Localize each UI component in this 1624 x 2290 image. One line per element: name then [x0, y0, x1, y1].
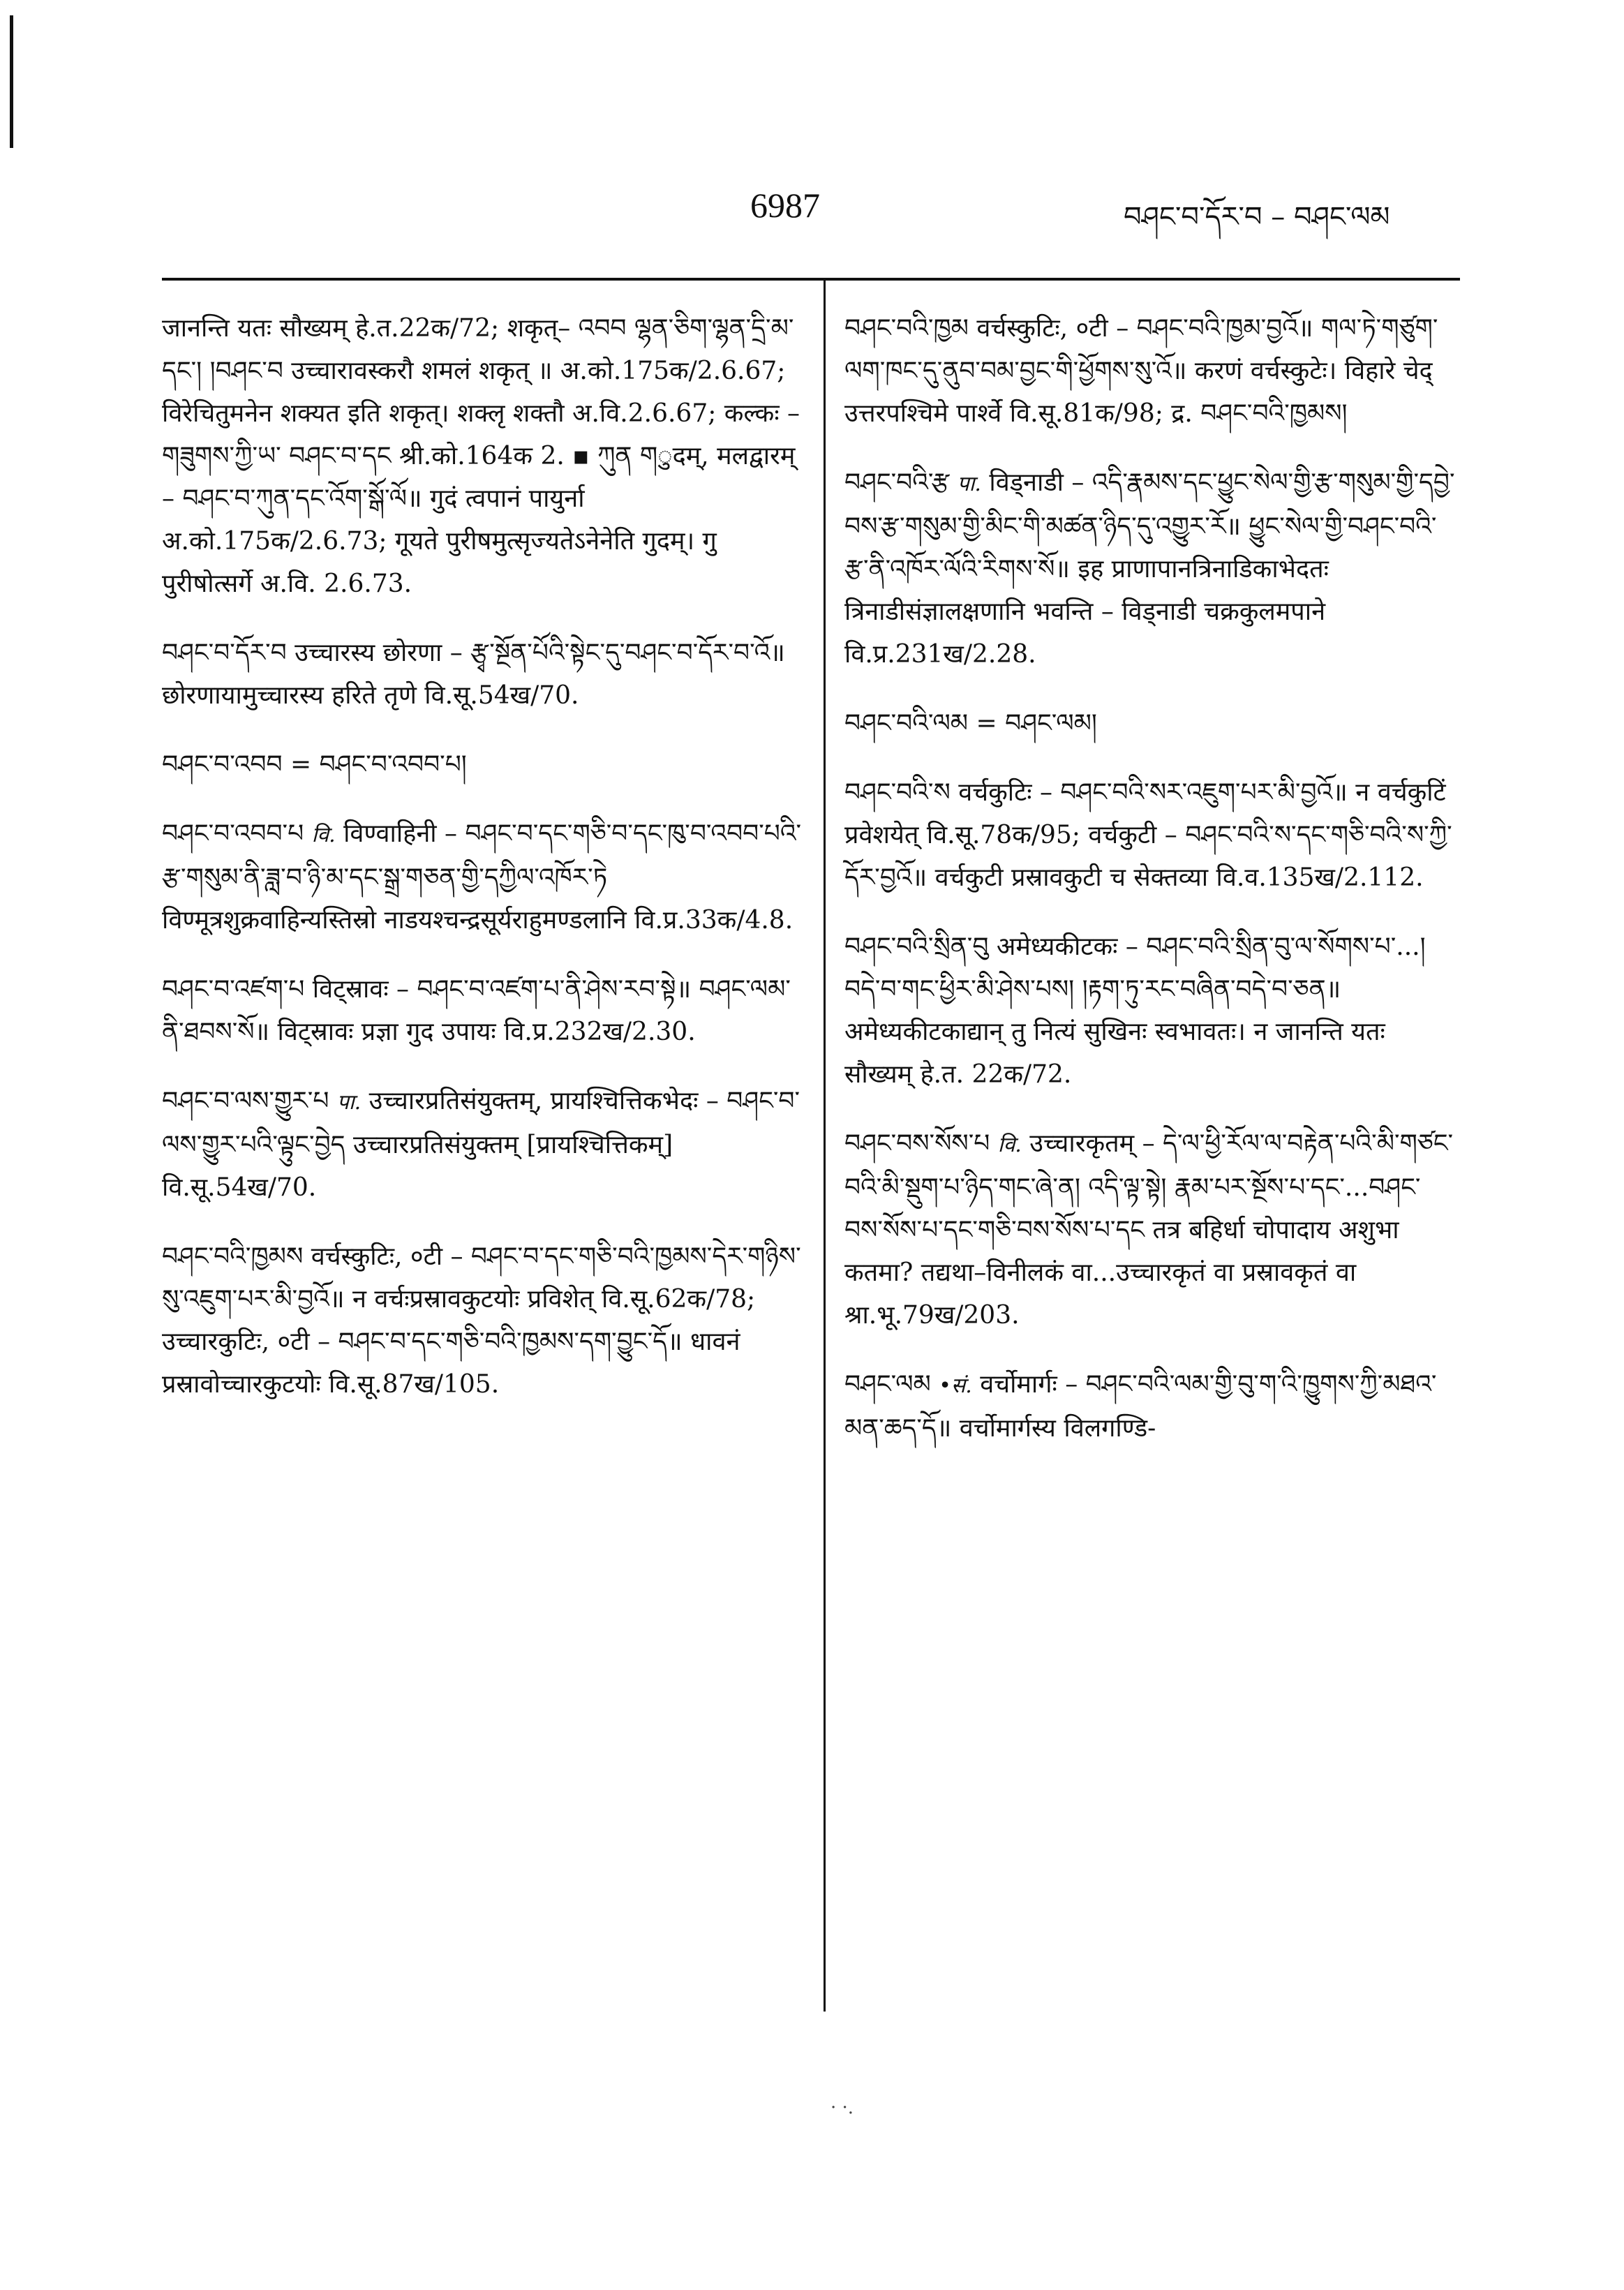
- dictionary-entry: [162, 632, 804, 717]
- dictionary-entry: [844, 771, 1459, 899]
- entry-headword: བཤང་བའི་ཁྱམས: [162, 1242, 304, 1271]
- header-rule: [162, 278, 1460, 281]
- dictionary-entry: [844, 925, 1459, 1096]
- entry-text: अमेध्यकीटकः – བཤང་བའི་སྲིན་བུ་ལ་སོགས་པ་...།བདེ་བ་གང་ཕྱིར་མི་ཤེས་པས། །རྟག་ཏུ་རང་བཞིན་བདེ་བ་ཅན॥ अमेध्यकीटकाद्यान् तु नित्यं सुखिनः स्वभावतः। न जानन्ति यतः सौख्यम् हे.त. 22क/72.: [844, 932, 1426, 1089]
- entry-grammar: वि.: [997, 1133, 1022, 1157]
- entry-text: वर्चकुटिः – བཤང་བའི་སར་འཇུག་པར་མི་བྱའོ॥ न वर्चकुटिं प्रवेशयेत् वि.सू.78क/95; वर्चकुटी – བཤང་བའི་ས་དང་གཅི་བའི་ས་ཀྱི་དོར་བྱའོ॥ वर्चकुटी प्रस्रावकुटी च सेक्तव्या वि.व.135ख/2.112.: [844, 778, 1452, 892]
- scan-edge-mark: [10, 15, 13, 148]
- entry-text: वर्चस्कुटिः, ०टी – བཤང་བ་དང་གཅི་བའི་ཁྱམས་དེར་གཉིས་སུ་འཇུག་པར་མི་བྱའོ॥ न वर्चःप्रस्रावकुटयोः प्रविशेत् वि.सू.62क/78; उच्चारकुटिः, ०टी – བཤང་བ་དང་གཅི་བའི་ཁྱམས་དག་བྱུང་དོ॥ धावनं प्रस्रावोच्चारकुटयोः वि.सू.87ख/105.: [162, 1242, 801, 1399]
- entry-grammar: वि.: [311, 823, 336, 847]
- entry-text: उच्चारस्य छोरणा – རྩྭ་སྔོན་པོའི་སྟེང་དུ་བཤང་བ་དོར་བ་འོ॥ छोरणायामुच्चारस्य हरिते तृणे वि.सू.54ख/70.: [162, 639, 785, 710]
- dictionary-entry: [844, 1363, 1459, 1450]
- entry-headword: བཤང་ལམ: [844, 1370, 931, 1399]
- page-number: 6987: [750, 186, 820, 225]
- entry-headword: བཤང་བ་འབབ: [162, 750, 283, 779]
- column-separator: [824, 281, 826, 2012]
- entry-headword: བཤང་བའི་སྲིན་བུ: [844, 932, 989, 961]
- footer-marks: · ·.: [830, 2097, 854, 2118]
- dictionary-entry: [162, 812, 804, 942]
- entry-text: विड्नाडी – འདི་རྣམས་དང་ཕྱུང་སེལ་གྱི་རྩ་གསུམ་གྱི་དབྱེ་བས་རྩ་གསུམ་གྱི་མིང་གི་མཚན་ཉིད་དུ་འགྱུར་རོ॥ ཕྱུང་སེལ་གྱི་བཤང་བའི་རྩ་ནི་འཁོར་ལོའི་རིགས་སོ॥ इह प्राणापानत्रिनाडिकाभेदतः त्रिनाडीसंज्ञालक्षणानि भवन्ति – विड्नाडी चक्रकुलमपाने वि.प्र.231ख/2.28.: [844, 468, 1455, 669]
- entry-headword: བཤང་བའི་རྩ: [844, 468, 950, 497]
- entry-headword: བཤང་བའི་ལམ: [844, 709, 969, 738]
- entry-headword: བཤང་བའི་ཁྱམ: [844, 314, 969, 343]
- dictionary-entry: [844, 307, 1459, 435]
- entry-grammar: पा.: [957, 472, 981, 496]
- entry-headword: བཤང་བ་འབབ་པ: [162, 819, 304, 848]
- entry-headword: བཤང་བའི་ས: [844, 778, 951, 807]
- entry-text: विण्वाहिनी – བཤང་བ་དང་གཅི་བ་དང་ཁུ་བ་འབབ་པའི་རྩ་གསུམ་ནི་ཟླ་བ་ཉི་མ་དང་སྒྲ་གཅན་གྱི་དཀྱིལ་འཁོར་ཏེ विण्मूत्रशुक्रवाहिन्यस्तिस्रो नाडयश्चन्द्रसूर्यराहुमण्डलानि वि.प्र.33क/4.8.: [162, 819, 802, 935]
- entry-grammar: •सं.: [939, 1374, 972, 1398]
- entry-headword: བཤང་བས་སོས་པ: [844, 1129, 990, 1158]
- entry-text: वर्चोमार्गः – བཤང་བའི་ལམ་གྱི་བུ་ག་འི་ཁྱུགས་ཀྱི་མཐའ་མན་ཆད་དོ॥ वर्चोमार्गस्य विलगण्डि-: [844, 1370, 1437, 1443]
- entry-grammar: पा.: [336, 1090, 362, 1115]
- entry-headword: བཤང་བ་དོར་བ: [162, 639, 287, 667]
- entry-text: जानन्ति यतः सौख्यम् हे.त.22क/72; शकृत्– འབབ ལྷན་ཅིག་ལྷན་དྲི་མ་དང་། །བཤང་བ उच्चारावस्करौ शमलं शकृत् ॥ अ.को.175क/2.6.67; विरेचितुमनेन शक्यत इति शकृत्। शक्लृ शक्तौ अ.वि.2.6.67; कल्कः – གཟུགས་ཀྱི་ཡ་ བཤང་བ་དང श्री.को.164क 2. ▪ ཀུན གुदम्, मलद्वारम् – བཤང་བ་ཀུན་དང་འོག་སྒོ་ལོ॥ गुदं त्वपानं पायुर्ना अ.को.175क/2.6.73; गूयते पुरीषमुत्सृज्यतेऽनेनेति गुदम्। गु पुरीषोत्सर्गे अ.वि. 2.6.73.: [162, 314, 800, 598]
- dictionary-entry: [162, 743, 804, 786]
- dictionary-entry: [162, 307, 804, 605]
- entry-text: विट्स्रावः – བཤང་བ་འཛག་པ་ནི་ཤེས་རབ་སྟེ॥ བཤང་ལམ་ནི་ཐབས་སོ॥ विट्स्रावः प्रज्ञा गुद उपायः वि.प्र.232ख/2.30.: [162, 975, 791, 1046]
- entry-text: वर्चस्कुटिः, ०टी – བཤང་བའི་ཁྱམ་བྱའོ॥ གལ་ཏེ་གཙུག་ལག་ཁང་དུ་ནུབ་བམ་བྱང་གི་ཕྱོགས་སུ་འོ॥ करणं वर्चस्कुटेः। विहारे चेद् उत्तरपश्चिमे पार्श्वे वि.सू.81क/98; द्र. བཤང་བའི་ཁྱམས།: [844, 314, 1438, 428]
- dictionary-entry: [844, 461, 1459, 676]
- entry-text: = བཤང་བ་འབབ་པ།: [290, 750, 467, 779]
- entry-text: = བཤང་ལམ།: [976, 709, 1097, 738]
- dictionary-entry: [162, 1080, 804, 1209]
- entry-headword: བཤང་བ་ལས་གྱུར་པ: [162, 1087, 329, 1115]
- left-column: [162, 307, 804, 1432]
- running-head: བཤང་བ་དོར་བ – བཤང་ལམ: [1124, 201, 1390, 233]
- dictionary-entry: [844, 702, 1459, 745]
- entry-headword: བཤང་བ་འཛག་པ: [162, 975, 305, 1004]
- dictionary-entry: [162, 1235, 804, 1406]
- dictionary-entry: [844, 1122, 1459, 1337]
- entry-text: उच्चारप्रतिसंयुक्तम्, प्रायश्चित्तिकभेदः – བཤང་བ་ལས་གྱུར་པའི་ལྟུང་བྱེད उच्चारप्रतिसंयुक्तम् [प्रायश्चित्तिकम्] वि.सू.54ख/70.: [162, 1087, 800, 1202]
- right-column: [844, 307, 1459, 1476]
- dictionary-entry: [162, 968, 804, 1053]
- entry-text: उच्चारकृतम् – དེ་ལ་ཕྱི་རོལ་ལ་བརྟེན་པའི་མི་གཙང་བའི་མི་སྡུག་པ་ཉིད་གང་ཞེ་ན། འདི་ལྟ་སྟེ། རྣམ་པར་སྔོས་པ་དང་...བཤང་བས་སོས་པ་དང་གཅི་བས་སོས་པ་དང तत्र बहिर्धा चोपादाय अशुभा कतमा? तद्यथा–विनीलकं वा...उच्चारकृतं वा प्रस्रावकृतं वा श्रा.भू.79ख/203.: [844, 1129, 1454, 1330]
